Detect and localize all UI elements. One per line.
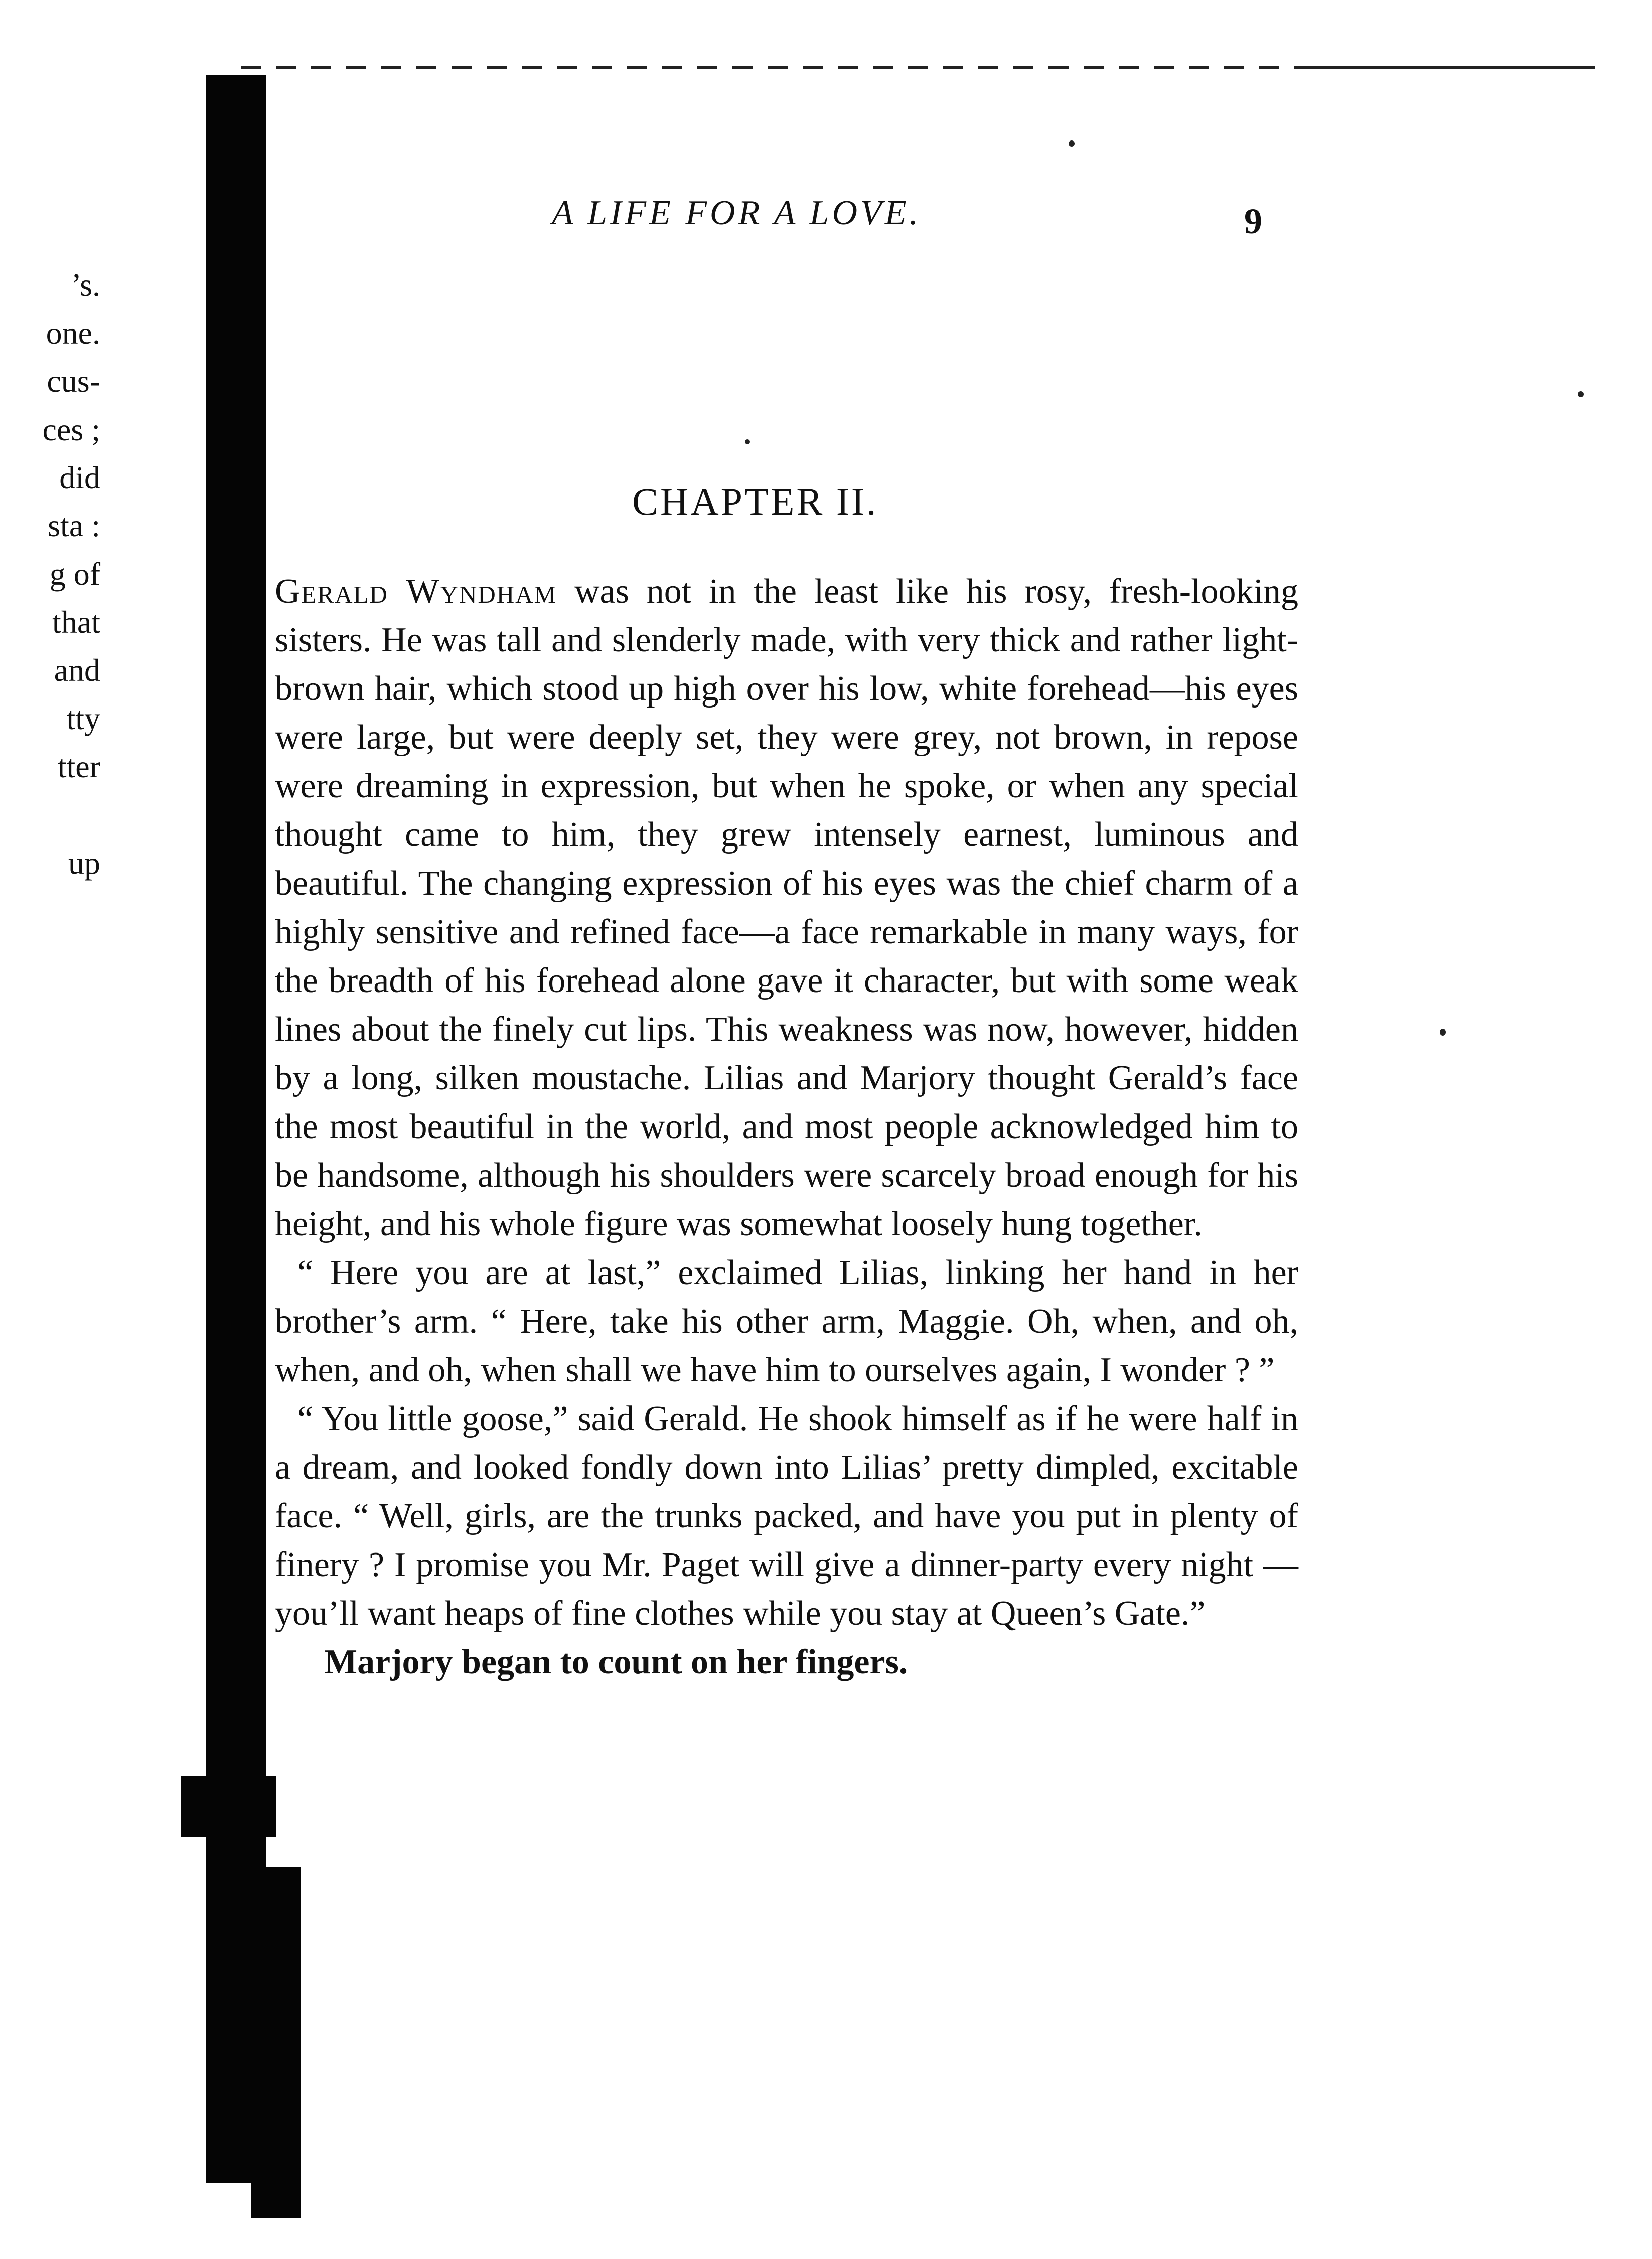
- closing-line: Marjory began to count on her fingers.: [324, 1643, 908, 1681]
- paragraph: [275, 567, 1298, 1248]
- scan-speck: [1440, 1029, 1446, 1036]
- fragment-line: up: [68, 845, 100, 881]
- fragment-line: sta :: [48, 508, 100, 543]
- lead-in-smallcaps: Gerald Wyndham: [275, 572, 557, 611]
- scan-top-rule-right: [1294, 66, 1595, 69]
- fragment-line: and: [54, 652, 100, 688]
- chapter-heading: CHAPTER II.: [632, 480, 878, 523]
- binding-shadow-lower: [181, 1776, 276, 1837]
- scan-speck: [1578, 391, 1584, 397]
- body-text: [275, 567, 1298, 1686]
- fragment-line: ’s.: [71, 267, 100, 303]
- fragment-line: g of: [49, 556, 100, 592]
- fragment-line: ces ;: [42, 411, 100, 447]
- fragment-line: tty: [66, 700, 100, 736]
- fragment-line: one.: [46, 315, 100, 351]
- paragraph-text: was not in the least like his rosy, fresh-looking sisters. He was tall and slenderly made, with very thick and rather light-brown hair, which stood up high over his low, white forehead—his eyes were large, but were deeply set, they were grey, not brown, in repose were dreaming in expression, but when he spoke, or when any special thought came to him, they grew intensely earnest, luminous and beautiful. The changing expression of his eyes was the chief charm of a highly sensitive and refined face—a face remarkable in many ways, for the breadth of his forehead alone gave it character, but with some weak lines about the finely cut lips. This weakness was now, however, hidden by a long, silken moustache. Lilias and Marjory thought Gerald’s face the most beautiful in the world, and most people acknowledged him to be handsome, although his shoulders were scarcely broad enough for his height, and his whole figure was somewhat loosely hung together.: [275, 572, 1298, 1243]
- paragraph: “ Here you are at last,” exclaimed Lilias, linking her hand in her brother’s arm. “ Here, take his other arm, Maggie. Oh, when, and oh, when, and oh, when shall we have him to ourselves again, I wonder ? ”: [275, 1253, 1298, 1389]
- previous-page-fragment: [0, 261, 100, 887]
- scan-speck: [1069, 140, 1075, 147]
- fragment-line: did: [59, 460, 100, 495]
- scan-speck: [745, 439, 750, 444]
- page-number: 9: [1244, 201, 1262, 241]
- fragment-line: cus-: [47, 363, 100, 399]
- running-title: A LIFE FOR A LOVE.: [552, 194, 922, 232]
- fragment-line: that: [52, 604, 100, 640]
- fragment-line: tter: [57, 749, 100, 784]
- binding-shadow-tail: [251, 1867, 301, 2218]
- fragment-line: [0, 791, 100, 839]
- paragraph: “ You little goose,” said Gerald. He shook himself as if he were half in a dream, and looked fondly down into Lilias’ pretty dimpled, excitable face. “ Well, girls, are the trunks packed, and have you put in plenty of finery ? I promise you Mr. Paget will give a dinner-party every night —you’ll want heaps of fine clothes while you stay at Queen’s Gate.”: [275, 1399, 1298, 1633]
